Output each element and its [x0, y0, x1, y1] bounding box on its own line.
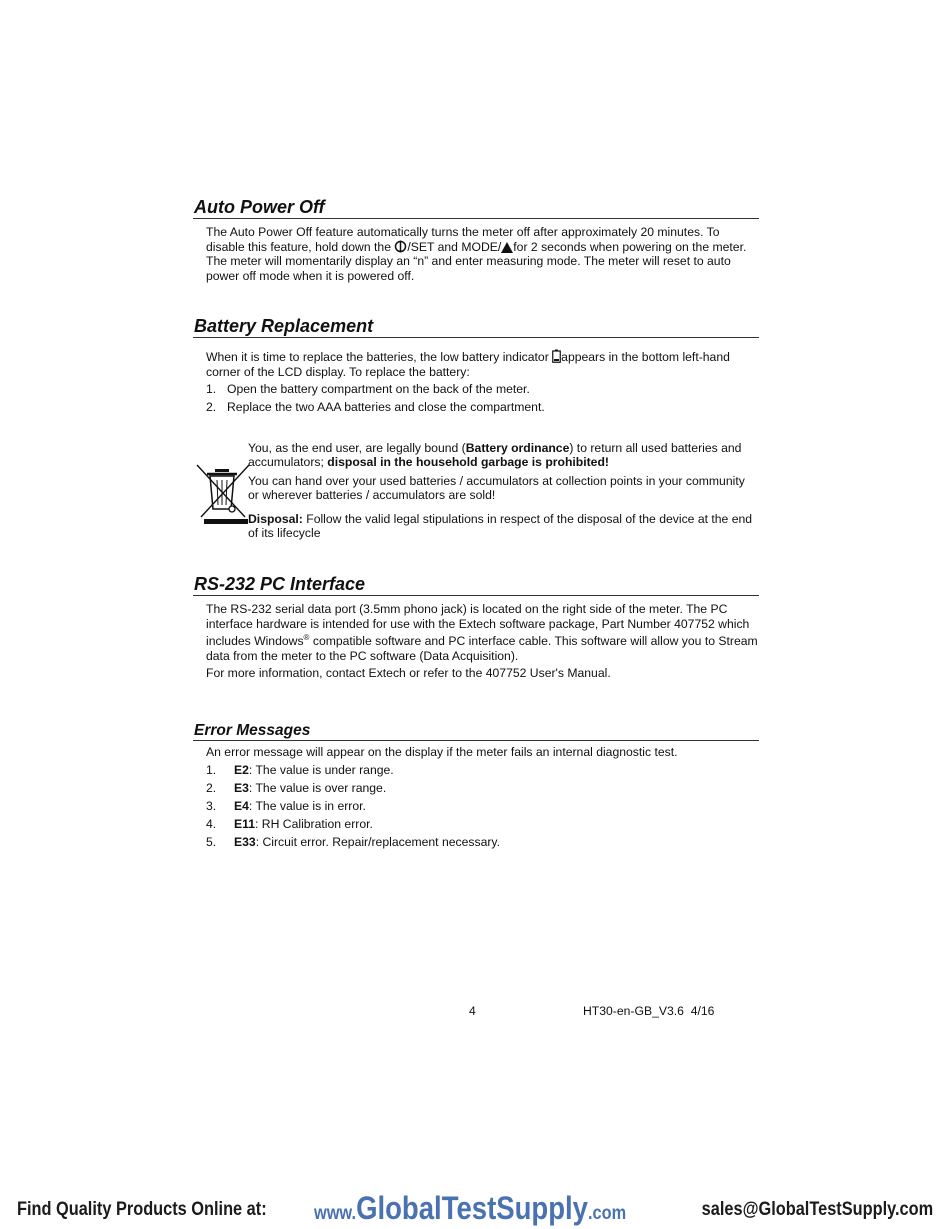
banner-tagline: Find Quality Products Online at: — [17, 1199, 267, 1220]
list-text: Open the battery compartment on the back of the meter. — [227, 382, 530, 396]
bold-text: Disposal: — [248, 511, 303, 526]
list-number: 2. — [206, 400, 217, 414]
section-heading: Auto Power Off — [193, 197, 759, 219]
list-item — [206, 817, 759, 832]
paragraph — [206, 225, 759, 283]
registered-mark: ® — [303, 633, 310, 642]
crossed-out-bin-icon — [195, 463, 251, 527]
paragraph: An error message will appear on the display if the meter fails an internal diagnostic test. — [206, 745, 678, 759]
list-number: 2. — [206, 780, 217, 795]
section-body — [193, 349, 759, 415]
text: Follow the valid legal stipulations in respect of the disposal of the device at the end of its lifecycle — [248, 511, 753, 540]
paragraph — [248, 512, 759, 541]
paragraph: You can hand over your used batteries / accumulators at collection points in your community or wherever batteries / accumulators are sold! — [248, 473, 745, 502]
section-heading: RS-232 PC Interface — [193, 574, 759, 596]
section-heading: Battery Replacement — [193, 316, 759, 338]
text: The Auto Power Off feature automatically turns the meter off after approximately 20 minutes. To disable this feature, hold down the — [206, 225, 720, 254]
error-code: E11 — [234, 816, 256, 831]
list-text: : The value is under range. — [248, 762, 394, 777]
list-item — [206, 799, 759, 814]
disposal-text — [248, 441, 759, 541]
list-item — [206, 763, 759, 778]
section-rs232 — [193, 574, 759, 681]
page-number: 4 — [469, 1004, 476, 1018]
list-item — [206, 400, 759, 415]
text: ) to return all used batteries and accumulators; — [248, 440, 742, 469]
document-id: HT30-en-GB_V3.6 4/16 — [583, 1004, 715, 1018]
list-number: 3. — [206, 798, 217, 813]
list-number: 1. — [206, 762, 217, 777]
text: You, as the end user, are legally bound ( — [248, 440, 466, 455]
text: When it is time to replace the batteries, the low battery indicator — [206, 350, 549, 364]
paragraph — [248, 441, 759, 470]
error-code: E2 — [234, 762, 249, 777]
list-text: : The value is over range. — [248, 780, 387, 795]
disposal-notice — [193, 441, 759, 541]
paragraph: For more information, contact Extech or refer to the 407752 User's Manual. — [206, 666, 611, 681]
error-code: E4 — [234, 798, 249, 813]
list-number: 1. — [206, 382, 217, 396]
section-heading: Error Messages — [193, 722, 759, 741]
list-item — [206, 781, 759, 796]
section-body — [193, 225, 759, 283]
up-triangle-icon — [501, 242, 513, 253]
list-number: 4. — [206, 816, 217, 831]
text: for 2 seconds when powering on the meter. The meter will momentarily display an “n” and enter measuring mode. The meter will reset to auto power off mode when it is powered off. — [206, 239, 747, 283]
low-battery-icon — [552, 349, 561, 363]
error-code: E33 — [234, 834, 256, 849]
section-battery-replacement — [193, 316, 759, 545]
list-text: Replace the two AAA batteries and close the compartment. — [227, 400, 545, 414]
section-error-messages — [193, 722, 759, 853]
text: appears in the bottom left-hand corner of the LCD display. To replace the battery: — [206, 350, 730, 379]
list-number: 5. — [206, 834, 217, 849]
bold-text: Battery ordinance — [465, 440, 570, 455]
section-auto-power-off — [193, 197, 759, 283]
url-tld: .com — [587, 1203, 627, 1224]
promo-banner — [0, 1190, 950, 1226]
error-code: E3 — [234, 780, 249, 795]
section-body — [193, 745, 759, 849]
paragraph — [206, 349, 759, 379]
email-link[interactable]: sales@GlobalTestSupply.com — [701, 1199, 933, 1220]
text: The RS-232 serial data port (3.5mm phono jack) is located on the right side of the meter. The PC interface hardware is intended for use with the Extech software package, Part Number 407752 which includes Windows — [206, 602, 750, 649]
list-item — [206, 382, 759, 397]
section-body — [193, 602, 759, 681]
list-text: : The value is in error. — [248, 798, 366, 813]
error-list — [206, 763, 759, 850]
text: compatible software and PC interface cable. This software will allow you to Stream data from the meter to the PC software (Data Acquisition). — [206, 634, 758, 663]
power-icon — [394, 240, 407, 253]
url-domain: GlobalTestSupply — [356, 1190, 588, 1226]
paragraph — [206, 602, 759, 663]
url-prefix: www. — [314, 1203, 357, 1224]
battery-steps — [206, 382, 759, 415]
bold-text: disposal in the household garbage is prohibited! — [327, 455, 609, 469]
list-text: : RH Calibration error. — [255, 816, 373, 831]
list-text: : Circuit error. Repair/replacement necessary. — [255, 834, 500, 849]
list-item — [206, 835, 759, 850]
website-link[interactable] — [314, 1190, 626, 1227]
text: /SET and MODE/ — [407, 239, 502, 254]
